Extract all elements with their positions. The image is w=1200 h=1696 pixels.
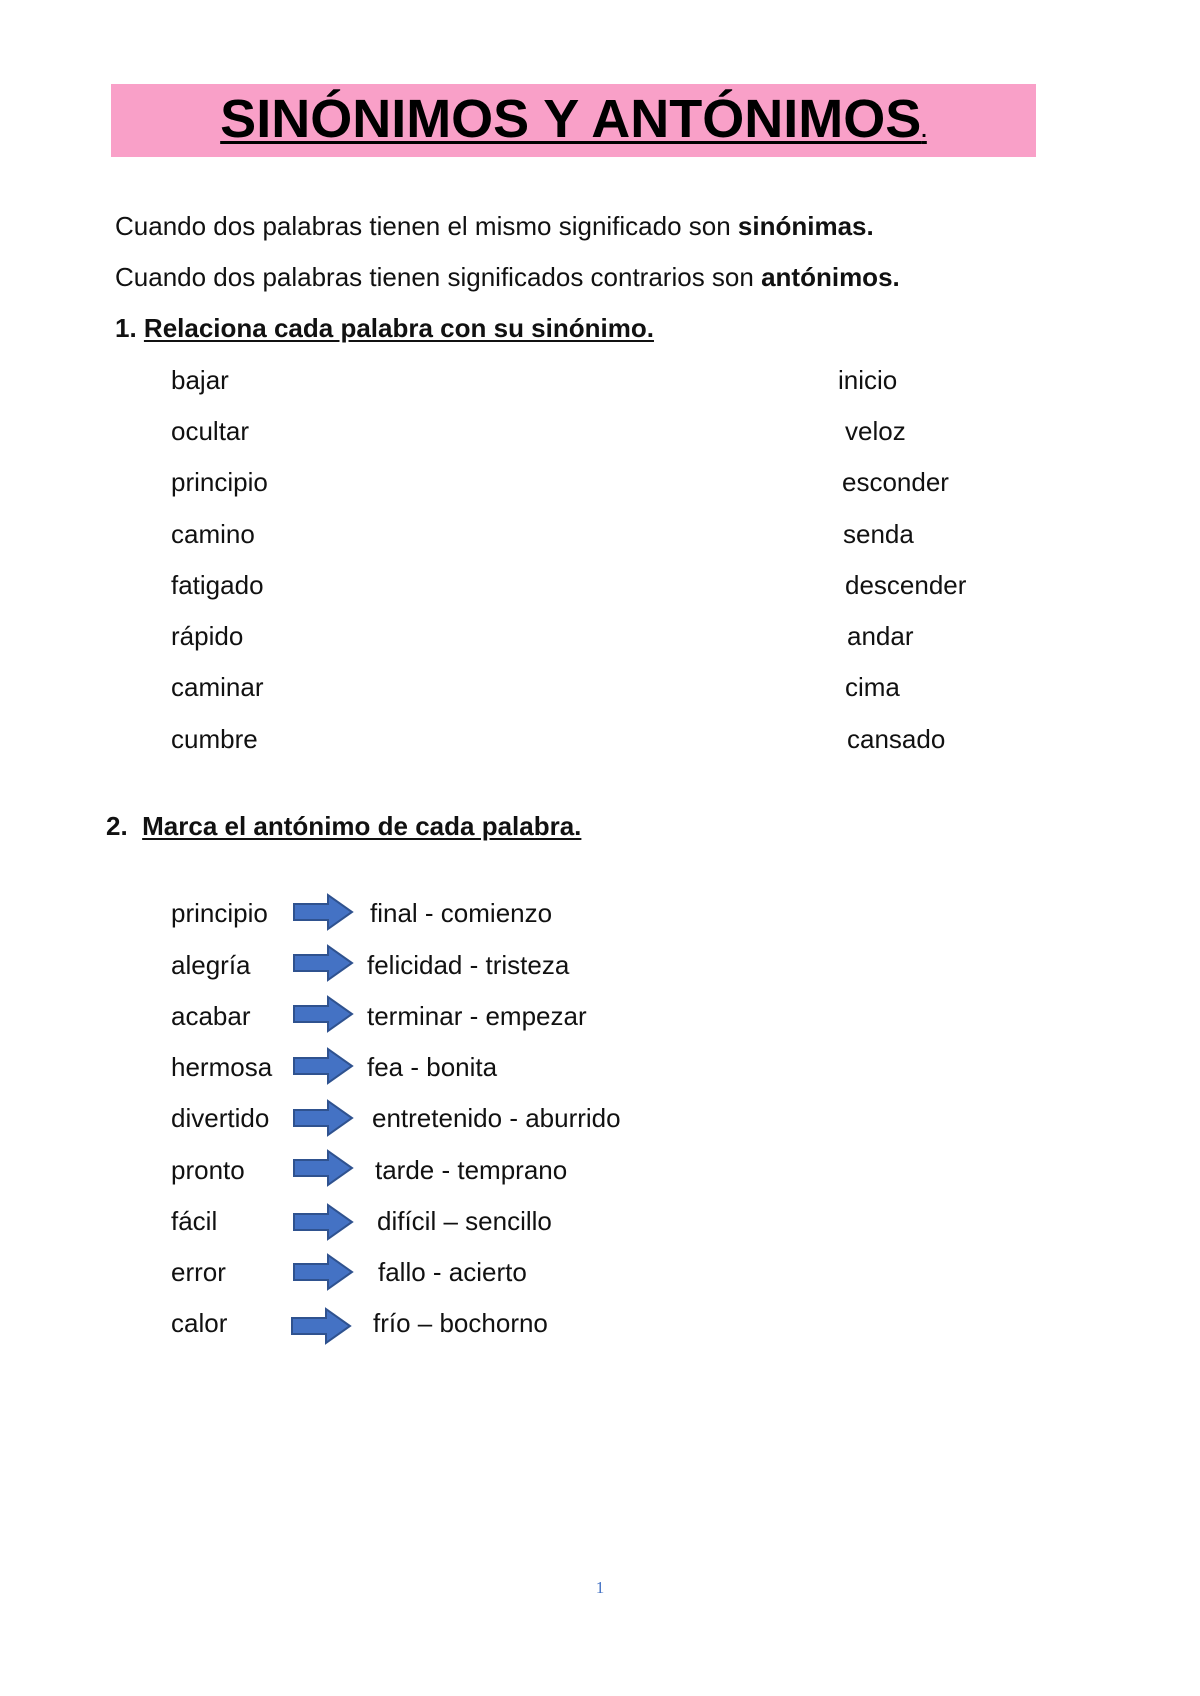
ex1-right-word: andar xyxy=(847,621,914,651)
ex2-word: acabar xyxy=(171,1001,251,1031)
ex1-right-word: esconder xyxy=(842,467,949,497)
exercise-2-title: Marca el antónimo de cada palabra. xyxy=(142,811,582,841)
exercise-1-number: 1. xyxy=(115,313,137,343)
page-number: 1 xyxy=(595,1578,605,1597)
intro-line-2-text: Cuando dos palabras tienen significados contrarios son xyxy=(115,262,762,292)
exercise-2-heading xyxy=(106,811,581,842)
right-arrow-icon xyxy=(292,1148,354,1188)
ex2-word: error xyxy=(171,1257,226,1287)
ex2-word: hermosa xyxy=(171,1052,273,1082)
ex1-left-word: caminar xyxy=(171,672,264,702)
intro-line-1-text: Cuando dos palabras tienen el mismo significado son xyxy=(115,211,738,241)
title-trailing-dot: . xyxy=(921,120,927,142)
ex1-right-word: cima xyxy=(845,672,900,702)
ex1-left-word: cumbre xyxy=(171,724,258,754)
ex2-word: principio xyxy=(171,898,268,928)
ex2-word: divertido xyxy=(171,1103,270,1133)
right-arrow-icon xyxy=(290,1306,352,1346)
intro-line-1-bold: sinónimas. xyxy=(737,211,874,241)
page-title xyxy=(111,88,1036,150)
ex1-left-word: camino xyxy=(171,519,255,549)
intro-line-2 xyxy=(115,262,900,293)
intro-line-1 xyxy=(115,211,874,242)
ex2-word: alegría xyxy=(171,950,251,980)
ex2-options[interactable]: tarde - temprano xyxy=(375,1155,568,1185)
ex2-options[interactable]: terminar - empezar xyxy=(367,1001,587,1031)
title-band xyxy=(111,84,1036,157)
ex2-word: fácil xyxy=(171,1206,218,1236)
right-arrow-icon xyxy=(292,1202,354,1242)
ex1-right-word: senda xyxy=(843,519,914,549)
right-arrow-icon xyxy=(292,1046,354,1086)
ex2-word: pronto xyxy=(171,1155,245,1185)
ex2-options[interactable]: difícil – sencillo xyxy=(377,1206,552,1236)
right-arrow-icon xyxy=(292,1098,354,1138)
ex2-options[interactable]: fea - bonita xyxy=(367,1052,498,1082)
exercise-1-heading xyxy=(115,313,654,344)
ex2-word: calor xyxy=(171,1308,228,1338)
ex2-options[interactable]: felicidad - tristeza xyxy=(367,950,570,980)
ex1-left-word: principio xyxy=(171,467,268,497)
intro-line-2-bold: antónimos. xyxy=(761,262,900,292)
right-arrow-icon xyxy=(292,994,354,1034)
ex2-options[interactable]: fallo - acierto xyxy=(378,1257,527,1287)
ex2-options[interactable]: entretenido - aburrido xyxy=(372,1103,621,1133)
ex1-right-word: veloz xyxy=(845,416,906,446)
exercise-2-number: 2. xyxy=(106,811,128,841)
right-arrow-icon xyxy=(292,892,354,932)
ex2-options[interactable]: final - comienzo xyxy=(370,898,553,928)
ex1-left-word: rápido xyxy=(171,621,244,651)
ex1-right-word: cansado xyxy=(847,724,946,754)
ex1-left-word: ocultar xyxy=(171,416,250,446)
exercise-1-title: Relaciona cada palabra con su sinónimo. xyxy=(143,313,654,343)
right-arrow-icon xyxy=(292,943,354,983)
ex1-right-word: inicio xyxy=(838,365,898,395)
page-title-text: SINÓNIMOS Y ANTÓNIMOS xyxy=(220,89,922,149)
ex1-right-word: descender xyxy=(845,570,967,600)
right-arrow-icon xyxy=(292,1252,354,1292)
ex1-left-word: bajar xyxy=(171,365,229,395)
ex2-options[interactable]: frío – bochorno xyxy=(373,1308,548,1338)
ex1-left-word: fatigado xyxy=(171,570,264,600)
